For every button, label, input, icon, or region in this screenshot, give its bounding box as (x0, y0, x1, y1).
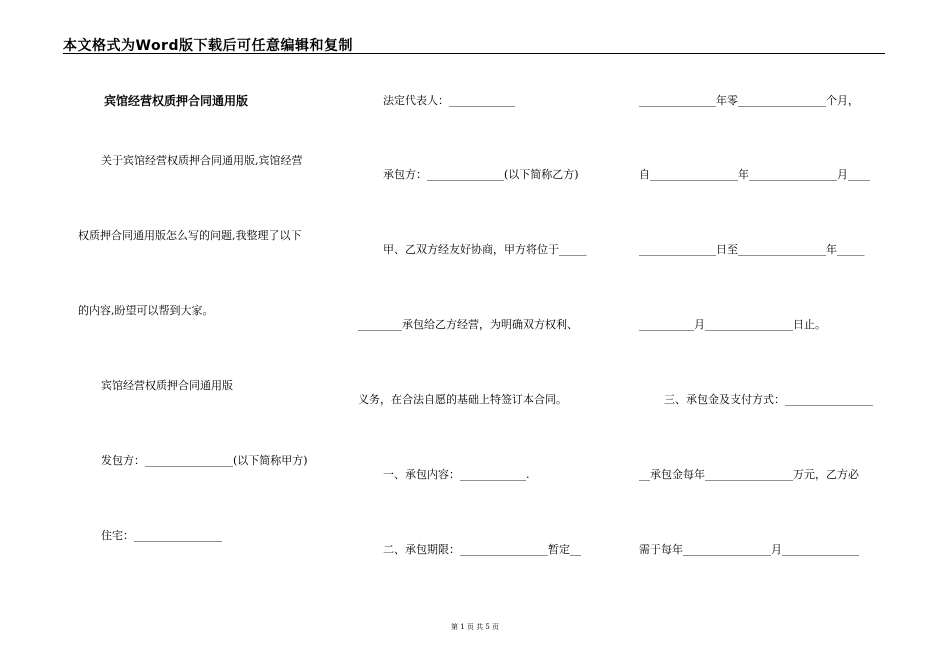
document-title: 宾馆经营权质押合同通用版 (104, 94, 249, 108)
clause-1-line: 一、承包内容：____________. (383, 468, 530, 481)
legal-representative-line: 法定代表人：____________ (383, 94, 515, 107)
residence-line: 住宅：________________ (101, 529, 222, 542)
party-a-line: 发包方：________________(以下简称甲方) (101, 454, 308, 467)
payment-line-2: 需于每年________________月______________ (639, 543, 859, 556)
agreement-line-3: 义务，在合法自愿的基础上特签订本合同。 (358, 393, 567, 406)
clause-3-line: 三、承包金及支付方式：________________ (664, 393, 873, 406)
agreement-line-1: 甲、乙双方经友好协商，甲方将位于_____ (383, 243, 587, 256)
intro-line-1: 关于宾馆经营权质押合同通用版,宾馆经营 (101, 154, 303, 167)
header-divider (63, 53, 885, 54)
document-header: 本文格式为Word版下载后可任意编辑和复制 (63, 38, 353, 54)
payment-line-1: __承包金每年________________万元，乙方必 (639, 468, 859, 481)
agreement-line-2: ________承包给乙方经营，为明确双方权利、 (358, 318, 578, 331)
intro-line-2: 权质押合同通用版怎么写的问题,我整理了以下 (78, 229, 302, 242)
term-line-4: __________月________________日止。 (639, 318, 826, 331)
page-number: 第 1 页 共 5 页 (450, 623, 500, 631)
term-line-1: ______________年零________________个月， (639, 94, 859, 107)
clause-2-line: 二、承包期限：________________暂定__ (383, 543, 581, 556)
party-b-line: 承包方：______________(以下简称乙方) (383, 168, 579, 181)
term-line-2: 自________________年________________月____ (639, 168, 870, 181)
term-line-3: ______________日至________________年_____ (639, 243, 865, 256)
intro-line-3: 的内容,盼望可以帮到大家。 (78, 304, 214, 317)
contract-subtitle: 宾馆经营权质押合同通用版 (101, 379, 233, 392)
